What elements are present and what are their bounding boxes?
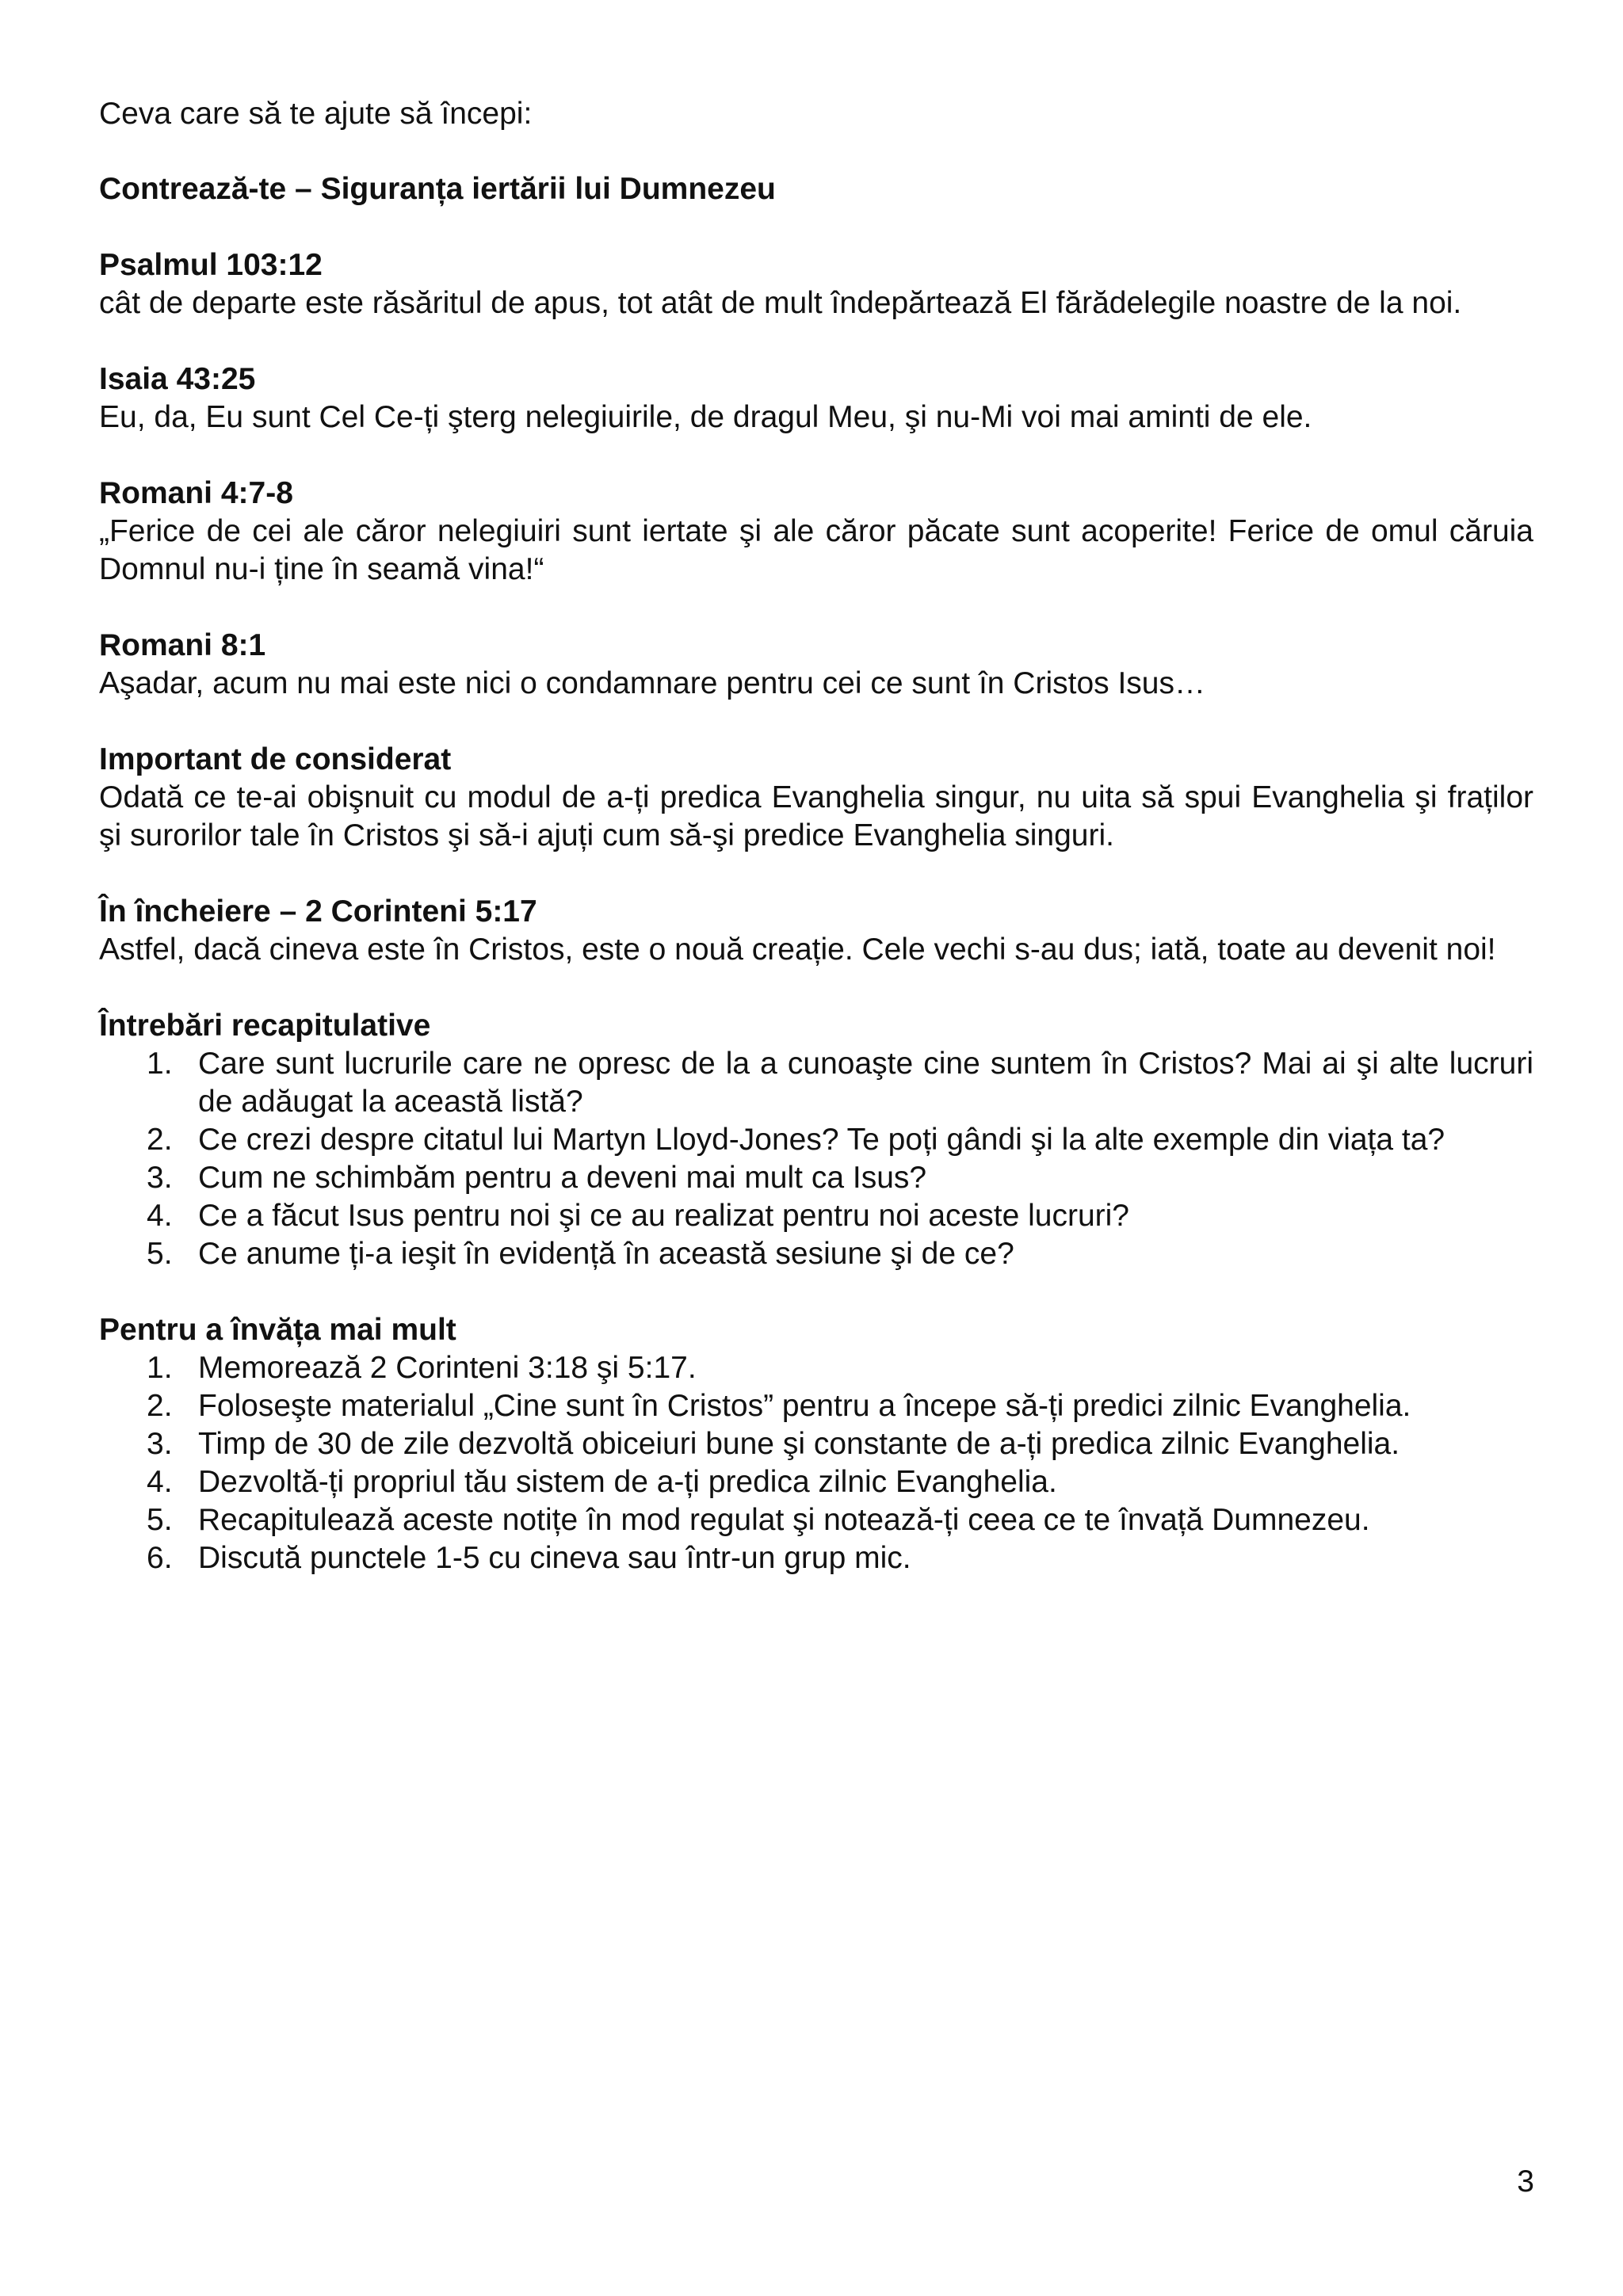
verse-reference: Psalmul 103:12 [99,248,323,282]
list-number: 3. [147,1161,173,1195]
important-heading: Important de considerat [99,742,452,776]
closing-section [99,893,1533,969]
list-item [99,1539,1533,1577]
list-item [99,1159,1533,1197]
intro-text: Ceva care să te ajute să începi: [99,97,533,131]
list-item [99,1235,1533,1273]
list-item [99,1425,1533,1463]
verse-block-romans-4 [99,475,1533,589]
list-number: 4. [147,1465,173,1499]
list-item-text: Foloseşte materialul „Cine sunt în Cristos” pentru a începe să-ți predici zilnic Evanghelia. [198,1389,1411,1423]
review-questions-heading: Întrebări recapitulative [99,1009,431,1043]
list-item-text: Recapitulează aceste notițe în mod regulat şi notează-ți ceea ce te învață Dumnezeu. [198,1503,1370,1537]
list-item-text: Ce a făcut Isus pentru noi şi ce au realizat pentru noi aceste lucruri? [198,1199,1129,1233]
list-item-text: Timp de 30 de zile dezvoltă obiceiuri bune şi constante de a-ți predica zilnic Evanghelia. [198,1427,1400,1461]
learn-more-section [99,1311,1533,1577]
closing-heading: În încheiere – 2 Corinteni 5:17 [99,894,537,929]
review-questions-list [99,1045,1533,1273]
verse-reference: Romani 8:1 [99,628,266,662]
list-item-text: Ce crezi despre citatul lui Martyn Lloyd-Jones? Te poți gândi şi la alte exemple din viața ta? [198,1123,1445,1157]
page-number: 3 [1517,2164,1534,2199]
section-title: Contrează-te – Siguranța iertării lui Dumnezeu [99,172,776,206]
verse-text: „Ferice de cei ale căror nelegiuiri sunt iertate şi ale căror păcate sunt acoperite! Ferice de omul căruia Domnul nu-i ține în seamă vina!“ [99,514,1533,586]
list-item [99,1197,1533,1235]
learn-more-heading: Pentru a învăța mai mult [99,1313,456,1347]
list-number: 1. [147,1351,173,1385]
review-questions-section [99,1007,1533,1273]
list-number: 2. [147,1389,173,1423]
list-number: 5. [147,1237,173,1271]
list-item [99,1349,1533,1387]
learn-more-list [99,1349,1533,1577]
verse-block-isaiah [99,360,1533,437]
list-item [99,1463,1533,1501]
closing-text: Astfel, dacă cineva este în Cristos, este o nouă creație. Cele vechi s-au dus; iată, toate au devenit noi! [99,933,1496,967]
list-item [99,1121,1533,1159]
list-number: 3. [147,1427,173,1461]
list-number: 5. [147,1503,173,1537]
list-item-text: Discută punctele 1-5 cu cineva sau într-un grup mic. [198,1541,911,1575]
verse-reference: Isaia 43:25 [99,362,256,396]
list-item [99,1045,1533,1121]
list-item-text: Care sunt lucrurile care ne opresc de la a cunoaşte cine suntem în Cristos? Mai ai şi alte lucruri de adăugat la această listă? [198,1047,1533,1119]
list-item [99,1387,1533,1425]
list-item-text: Cum ne schimbăm pentru a deveni mai mult ca Isus? [198,1161,927,1195]
list-item-text: Memorează 2 Corinteni 3:18 şi 5:17. [198,1351,697,1385]
page-content [99,95,1533,1615]
list-item-text: Ce anume ți-a ieşit în evidență în această sesiune şi de ce? [198,1237,1014,1271]
list-number: 2. [147,1123,173,1157]
list-number: 4. [147,1199,173,1233]
verse-text: Eu, da, Eu sunt Cel Ce-ți şterg nelegiuirile, de dragul Meu, şi nu-Mi voi mai aminti de ele. [99,400,1312,434]
list-item [99,1501,1533,1539]
verse-text: cât de departe este răsăritul de apus, tot atât de mult îndepărtează El fărădelegile noastre de la noi. [99,286,1462,320]
list-number: 6. [147,1541,173,1575]
verse-reference: Romani 4:7-8 [99,476,293,510]
verse-block-romans-8 [99,627,1533,703]
important-text: Odată ce te-ai obişnuit cu modul de a-ți predica Evanghelia singur, nu uita să spui Evanghelia şi fraților şi surorilor tale în Cristos şi să-i ajuți cum să-şi predice Evanghelia singuri. [99,780,1533,852]
important-section [99,741,1533,855]
list-item-text: Dezvoltă-ți propriul tău sistem de a-ți predica zilnic Evanghelia. [198,1465,1057,1499]
verse-text: Aşadar, acum nu mai este nici o condamnare pentru cei ce sunt în Cristos Isus… [99,666,1206,700]
verse-block-psalm [99,246,1533,322]
list-number: 1. [147,1047,173,1081]
